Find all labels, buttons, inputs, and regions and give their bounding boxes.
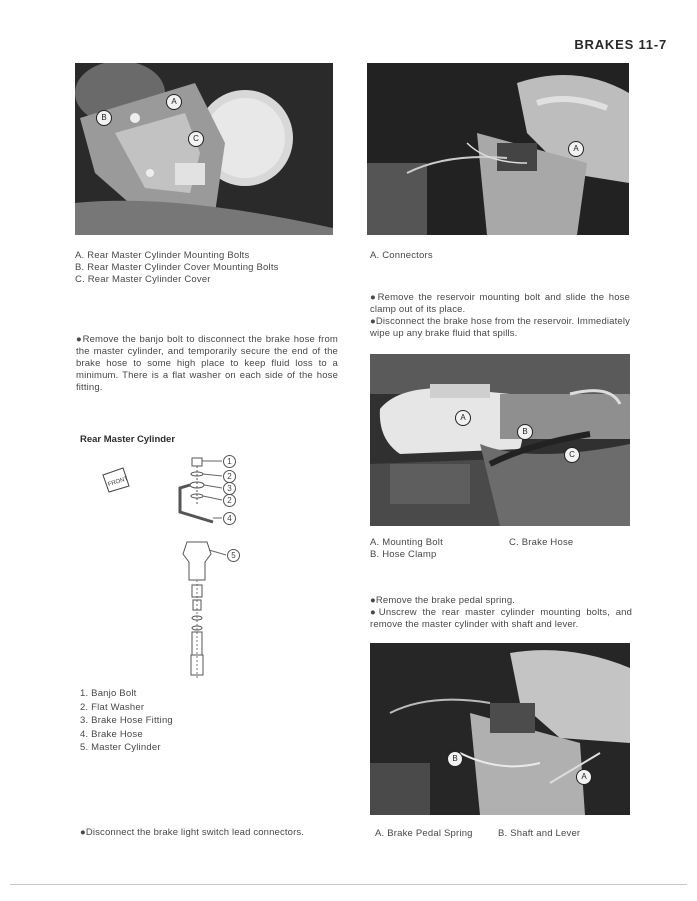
diagram-number: 2 bbox=[223, 470, 236, 483]
photo-reservoir-hose bbox=[370, 354, 630, 526]
callout-c: C bbox=[188, 131, 204, 147]
callout-b: B bbox=[447, 751, 463, 767]
caption-line: A. Brake Pedal Spring bbox=[375, 828, 473, 839]
instruction-step: ●Disconnect the brake light switch lead connectors. bbox=[80, 827, 305, 838]
front-arrow-icon bbox=[103, 468, 129, 492]
caption-line: B. Shaft and Lever bbox=[498, 828, 581, 839]
instruction-disconnect-switch bbox=[80, 827, 344, 839]
diagram-illustration bbox=[95, 450, 265, 685]
diagram-number: 3 bbox=[223, 482, 236, 495]
photo4-caption-col2 bbox=[498, 828, 580, 840]
caption-line: A. Mounting Bolt bbox=[370, 537, 443, 548]
instruction-step: ●Remove the banjo bolt to disconnect the brake hose from the master cylinder, and temporarily secure the end of the brake hose to some high place to keep fluid loss to a minimum. There is a flat washer on each side of the hose fitting. bbox=[76, 334, 338, 393]
page-header bbox=[574, 37, 667, 52]
callout-b: B bbox=[517, 424, 533, 440]
photo-rear-master-cylinder-cover bbox=[75, 63, 333, 235]
caption-line: A. Rear Master Cylinder Mounting Bolts bbox=[75, 250, 250, 261]
callout-a: A bbox=[568, 141, 584, 157]
instruction-step: ●Unscrew the rear master cylinder mounting bolts, and remove the master cylinder with shaft and lever. bbox=[370, 607, 632, 630]
instruction-banjo-bolt bbox=[76, 334, 338, 394]
callout-c: C bbox=[564, 447, 580, 463]
legend-item: 3. Brake Hose Fitting bbox=[80, 715, 173, 726]
legend-item: 4. Brake Hose bbox=[80, 728, 143, 740]
instruction-pedal-spring bbox=[370, 595, 632, 631]
diagram-legend bbox=[80, 687, 173, 755]
exploded-diagram bbox=[95, 450, 265, 685]
photo-connectors bbox=[367, 63, 629, 235]
photo3-caption-col2 bbox=[509, 537, 573, 549]
front-label: FRONT bbox=[107, 476, 129, 489]
caption-line: A. Connectors bbox=[370, 250, 433, 261]
caption-line: C. Rear Master Cylinder Cover bbox=[75, 274, 211, 285]
callout-b: B bbox=[96, 110, 112, 126]
diagram-number: 2 bbox=[223, 494, 236, 507]
diagram-number: 4 bbox=[223, 512, 236, 525]
legend-item: 5. Master Cylinder bbox=[80, 742, 161, 753]
callout-a: A bbox=[576, 769, 592, 785]
page-bottom-rule bbox=[10, 884, 687, 885]
photo2-caption bbox=[370, 250, 433, 262]
legend-item: 1. Banjo Bolt bbox=[80, 688, 137, 699]
photo2-illustration bbox=[367, 63, 629, 235]
photo3-caption-col1 bbox=[370, 537, 443, 561]
diagram-number: 1 bbox=[223, 455, 236, 468]
photo3-illustration bbox=[370, 354, 630, 526]
callout-a: A bbox=[166, 94, 182, 110]
caption-line: B. Rear Master Cylinder Cover Mounting Bolts bbox=[75, 262, 279, 273]
page-number: 11-7 bbox=[638, 37, 667, 52]
diagram-title: Rear Master Cylinder bbox=[80, 434, 176, 445]
legend-item: 2. Flat Washer bbox=[80, 701, 145, 713]
caption-line: C. Brake Hose bbox=[509, 537, 574, 548]
photo4-illustration bbox=[370, 643, 630, 815]
instruction-step: ●Remove the brake pedal spring. bbox=[370, 595, 516, 606]
instruction-reservoir bbox=[370, 292, 630, 340]
caption-line: B. Hose Clamp bbox=[370, 549, 437, 560]
section-title: BRAKES bbox=[574, 37, 635, 52]
photo1-illustration bbox=[75, 63, 333, 235]
photo1-caption bbox=[75, 250, 279, 286]
photo4-caption-col1 bbox=[375, 828, 473, 840]
photo-pedal-spring-shaft bbox=[370, 643, 630, 815]
instruction-step: ●Disconnect the brake hose from the reservoir. Immediately wipe up any brake fluid that spills. bbox=[370, 316, 630, 339]
instruction-step: ●Remove the reservoir mounting bolt and slide the hose clamp out of its place. bbox=[370, 292, 630, 315]
callout-a: A bbox=[455, 410, 471, 426]
diagram-number: 5 bbox=[227, 549, 240, 562]
